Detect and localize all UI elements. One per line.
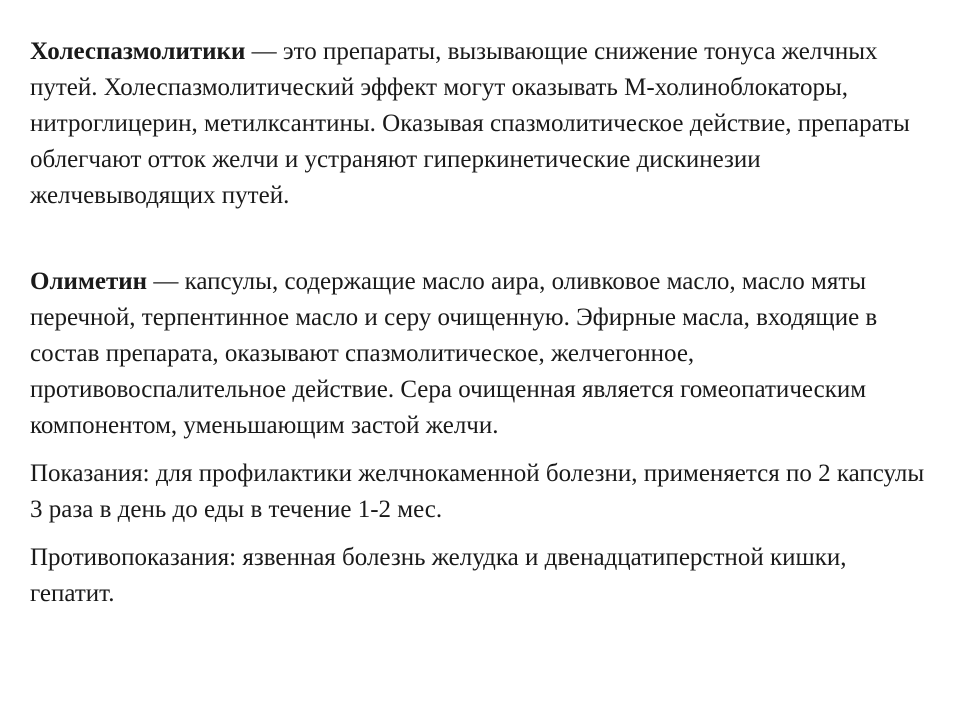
paragraph-olimetin-text: — капсулы, содержащие масло аира, оливковое масло, масло мяты перечной, терпентинное масло и серу очищенную. Эфирные масла, входящие в состав препарата, оказывают спазмолитическое, желчегонное, противовоспалительное действие. Сера очищенная является гомеопатическим компонентом, уменьшающим застой желчи. [30, 268, 878, 439]
paragraph-olimetin [30, 264, 930, 444]
paragraph-cholespasmolytics-text: — это препараты, вызывающие снижение тонуса желчных путей. Холеспазмолитический эффект могут оказывать М-холиноблокаторы, нитроглицерин, метилксантины. Оказывая спазмолитическое действие, препараты облегчают отток желчи и устраняют гиперкинетические дискинезии желчевыводящих путей. [30, 38, 910, 209]
term-cholespasmolytics: Холеспазмолитики [30, 38, 246, 65]
paragraph-contraindications: Противопоказания: язвенная болезнь желудка и двенадцатиперстной кишки, гепатит. [30, 544, 847, 607]
slide-content [30, 34, 930, 612]
paragraph-cholespasmolytics [30, 34, 930, 214]
paragraph-indications: Показания: для профилактики желчнокаменной болезни, применяется по 2 капсулы 3 раза в день до еды в течение 1-2 мес. [30, 460, 925, 523]
term-olimetin: Олиметин [30, 268, 148, 295]
